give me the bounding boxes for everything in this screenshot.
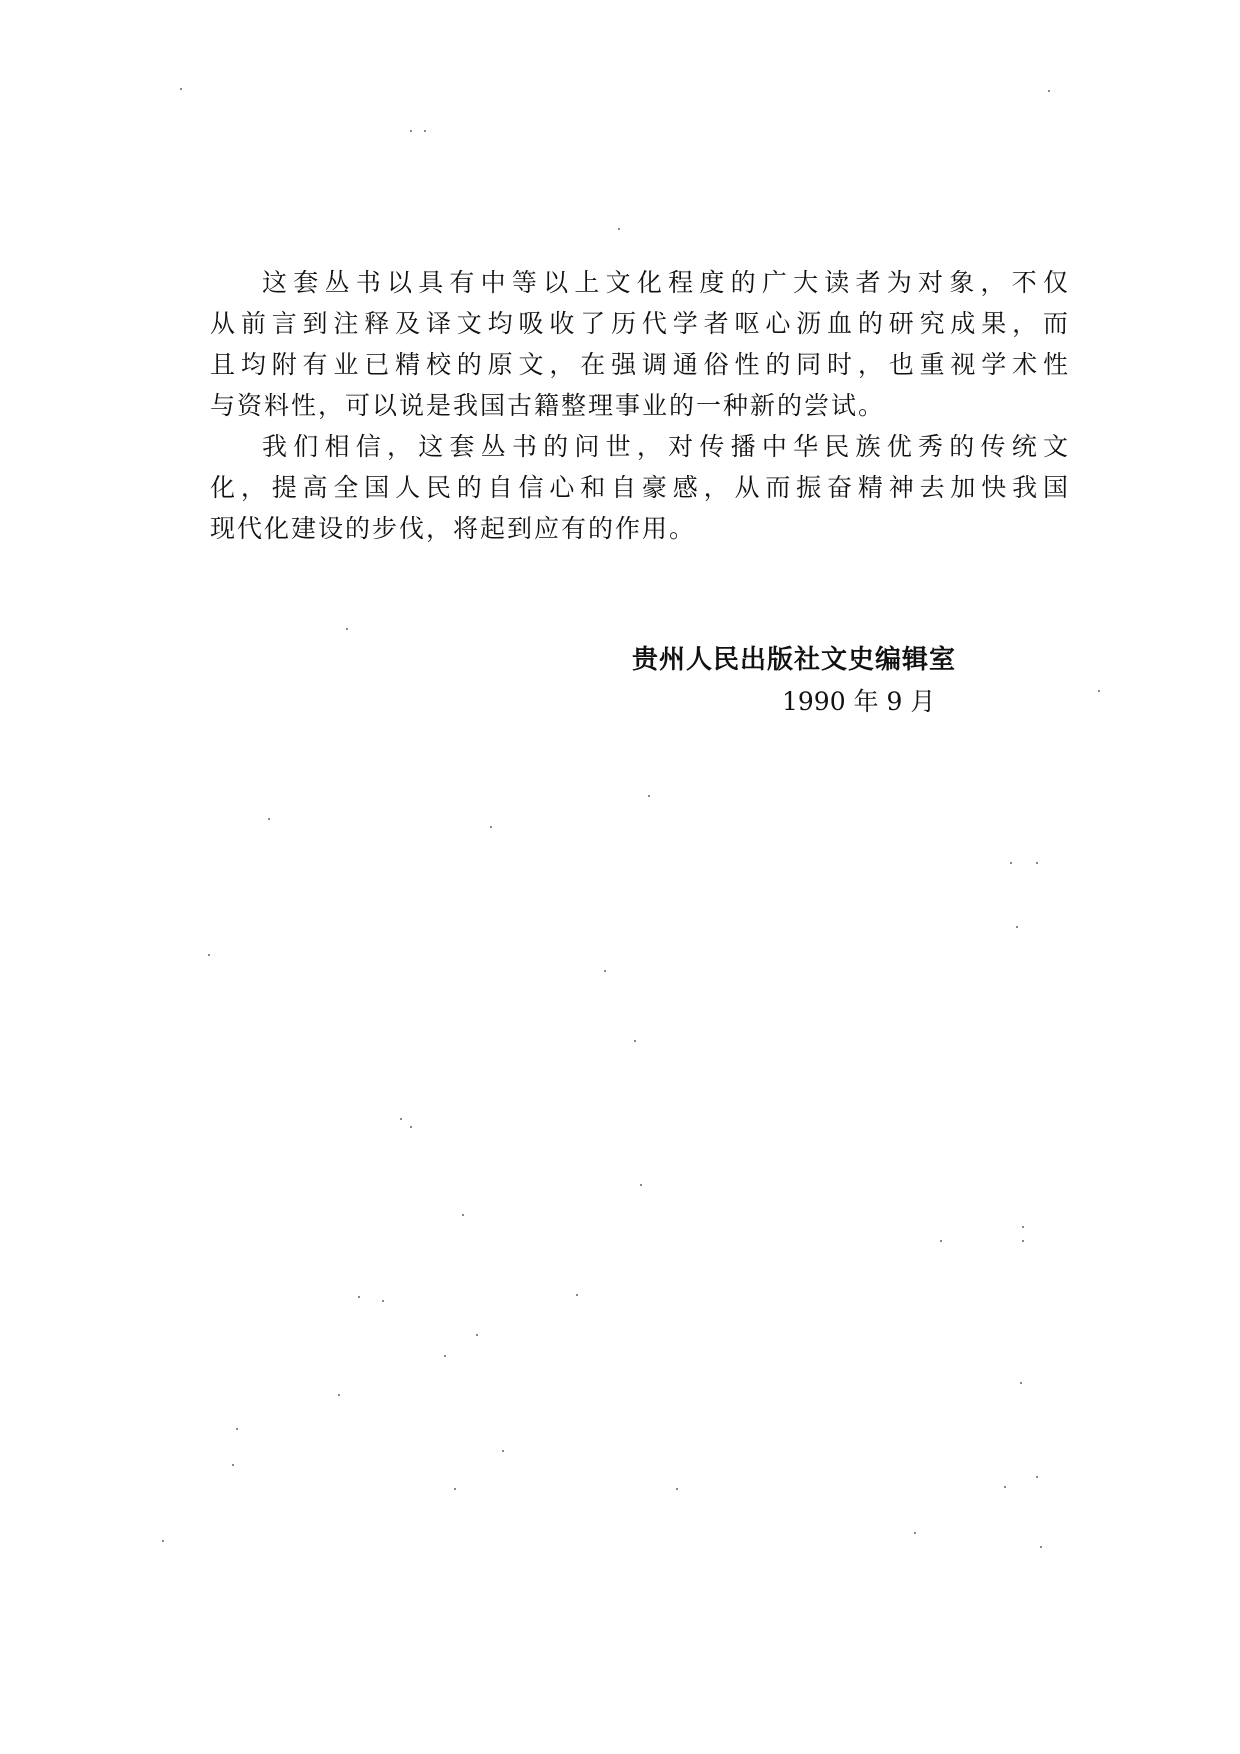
scan-speck — [1010, 862, 1012, 864]
scan-speck — [640, 1184, 642, 1186]
scan-speck — [236, 1428, 238, 1430]
scan-speck — [1022, 1240, 1024, 1242]
scan-speck — [618, 228, 620, 230]
paragraph-line: 化，提高全国人民的自信心和自豪感，从而振奋精神去加快我国 — [210, 473, 1070, 502]
scan-speck — [1036, 862, 1038, 864]
scan-speck — [604, 970, 606, 972]
paragraph-line: 我们相信，这套丛书的问世，对传播中华民族优秀的传统文 — [262, 432, 1070, 461]
scan-speck — [338, 1394, 340, 1396]
scan-speck — [162, 1540, 164, 1542]
scan-speck — [1020, 1382, 1022, 1384]
scan-speck — [502, 1450, 504, 1452]
scan-speck — [268, 818, 270, 820]
scan-speck — [1040, 1546, 1042, 1548]
scan-speck — [358, 1296, 360, 1298]
scan-speck — [648, 795, 650, 797]
scan-speck — [490, 826, 492, 828]
scan-speck — [346, 628, 348, 630]
scan-speck — [476, 1334, 478, 1336]
scan-speck — [410, 130, 412, 132]
scan-speck — [914, 1532, 916, 1534]
paragraph-line: 从前言到注释及译文均吸收了历代学者呕心沥血的研究成果，而 — [210, 309, 1070, 338]
scan-speck — [1016, 926, 1018, 928]
scan-speck — [576, 1294, 578, 1296]
scan-speck — [232, 1464, 234, 1466]
body-text — [210, 262, 1070, 549]
scan-speck — [400, 1118, 402, 1120]
paragraph-1 — [210, 262, 1070, 426]
paragraph-line: 且均附有业已精校的原文，在强调通俗性的同时，也重视学术性 — [210, 350, 1070, 379]
scan-speck — [1004, 1486, 1006, 1488]
scan-speck — [940, 1240, 942, 1242]
scan-speck — [180, 88, 182, 90]
scan-speck — [1022, 1226, 1024, 1228]
scan-speck — [1036, 1476, 1038, 1478]
scan-speck — [410, 1126, 412, 1128]
scan-speck — [634, 1040, 636, 1042]
scan-speck — [382, 1300, 384, 1302]
paragraph-line: 现代化建设的步伐，将起到应有的作用。 — [210, 514, 697, 543]
paragraph-2 — [210, 426, 1070, 549]
scan-speck — [208, 954, 210, 956]
paragraph-line: 与资料性，可以说是我国古籍整理事业的一种新的尝试。 — [210, 391, 886, 420]
paragraph-line: 这套丛书以具有中等以上文化程度的广大读者为对象，不仅 — [262, 268, 1070, 297]
scan-speck — [454, 1488, 456, 1490]
scan-speck — [424, 130, 426, 132]
scan-speck — [676, 1488, 678, 1490]
scan-speck — [444, 1355, 446, 1357]
scan-speck — [462, 1214, 464, 1216]
scan-speck — [1048, 90, 1050, 92]
scan-speck — [1098, 690, 1100, 692]
signature-date: 1990 年 9 月 — [782, 687, 936, 716]
publisher-signature: 贵州人民出版社文史编辑室 — [632, 645, 957, 675]
